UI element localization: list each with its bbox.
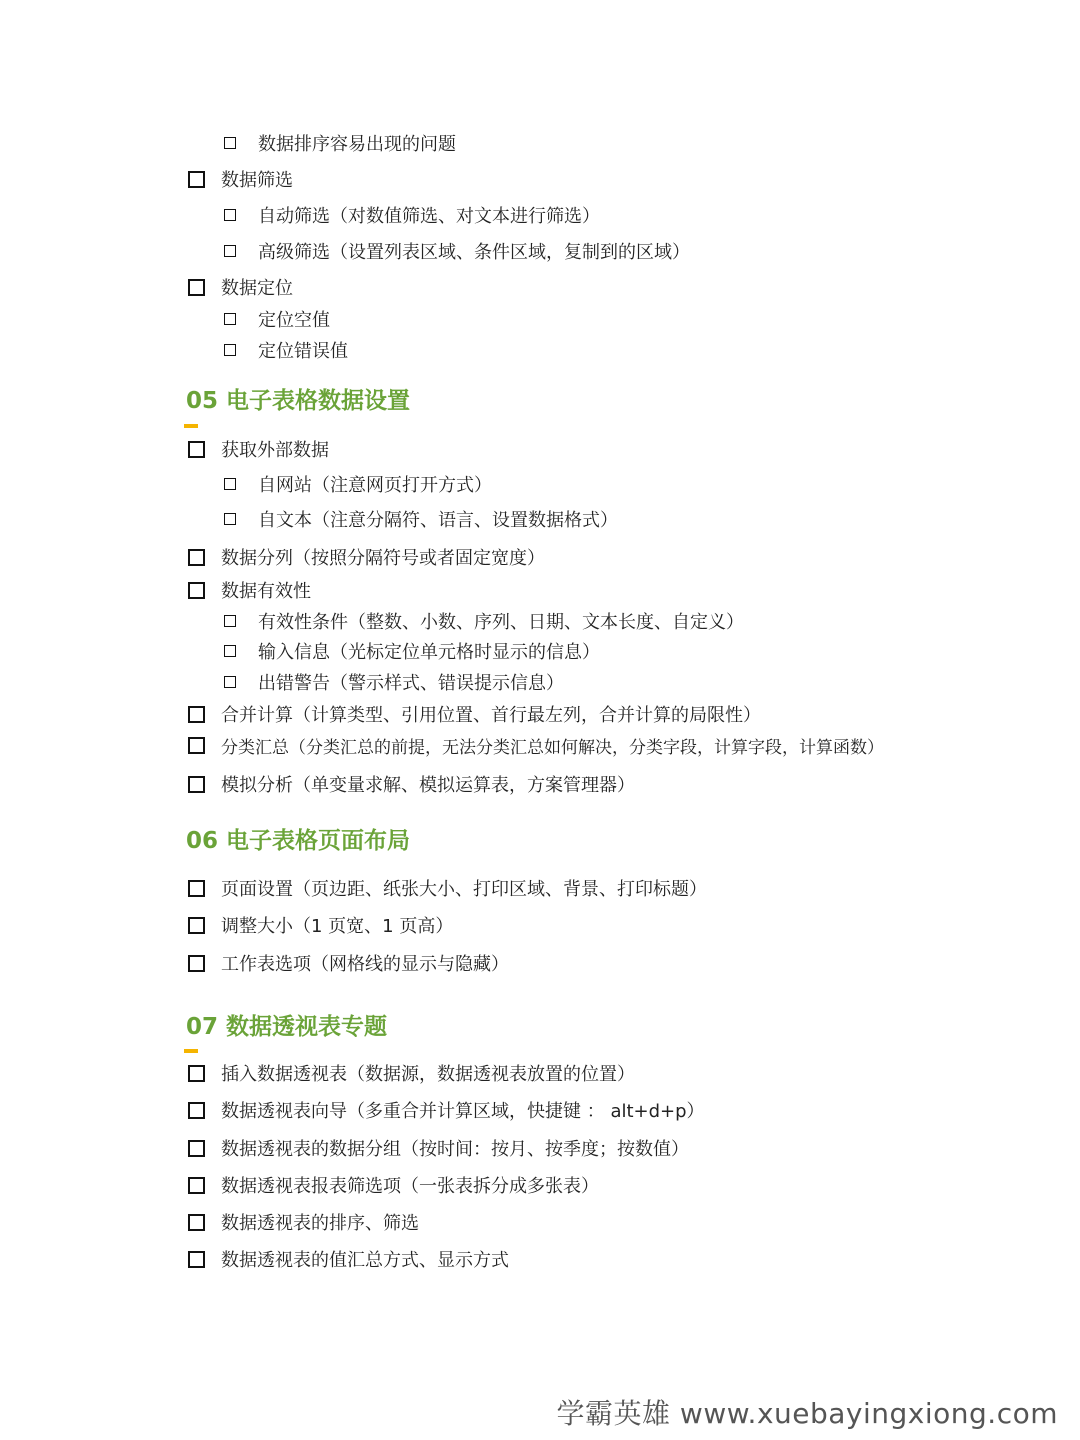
checkbox-icon[interactable]	[188, 1251, 205, 1268]
item-label: 合并计算（计算类型、引用位置、首行最左列，合并计算的局限性）	[221, 705, 761, 726]
section-heading-05: 05 电子表格数据设置	[186, 388, 411, 414]
list-item	[224, 130, 456, 156]
item-label: 有效性条件（整数、小数、序列、日期、文本长度、自定义）	[258, 612, 744, 633]
section-heading-07: 07 数据透视表专题	[186, 1014, 388, 1040]
checkbox-icon[interactable]	[188, 171, 205, 188]
item-label: 数据有效性	[221, 581, 311, 602]
checkbox-icon[interactable]	[224, 676, 236, 688]
checkbox-icon[interactable]	[188, 1214, 205, 1231]
checkbox-icon[interactable]	[224, 245, 236, 257]
checkbox-icon[interactable]	[188, 955, 205, 972]
checkbox-icon[interactable]	[224, 645, 236, 657]
checkbox-icon[interactable]	[188, 917, 205, 934]
list-item	[224, 337, 348, 363]
item-label: 自动筛选（对数值筛选、对文本进行筛选）	[258, 206, 600, 227]
list-item	[224, 202, 600, 228]
list-item	[224, 238, 690, 264]
item-label: 定位空值	[258, 310, 330, 331]
list-item	[188, 771, 635, 797]
item-label: 数据透视表的数据分组（按时间：按月、按季度；按数值）	[221, 1139, 689, 1160]
list-item	[188, 1135, 689, 1161]
list-item	[224, 306, 330, 332]
list-item	[224, 669, 564, 695]
list-item	[188, 544, 545, 570]
item-label: 数据透视表向导（多重合并计算区域，快捷键 ： alt+d+p）	[221, 1101, 705, 1122]
list-item	[188, 1172, 599, 1198]
item-label: 自文本（注意分隔符、语言、设置数据格式）	[258, 510, 618, 531]
checkbox-icon[interactable]	[188, 1140, 205, 1157]
list-item	[188, 701, 761, 727]
list-item	[188, 875, 707, 901]
list-item	[188, 1060, 635, 1086]
accent-bar	[184, 1049, 198, 1053]
item-label: 模拟分析（单变量求解、模拟运算表，方案管理器）	[221, 775, 635, 796]
checkbox-icon[interactable]	[224, 209, 236, 221]
checkbox-icon[interactable]	[188, 549, 205, 566]
item-label: 自网站（注意网页打开方式）	[258, 475, 492, 496]
checkbox-icon[interactable]	[188, 706, 205, 723]
footer-watermark: 学霸英雄 www.xuebayingxiong.com	[556, 1397, 1058, 1430]
list-item	[188, 733, 884, 758]
item-label: 插入数据透视表（数据源，数据透视表放置的位置）	[221, 1064, 635, 1085]
item-label: 数据透视表的值汇总方式、显示方式	[221, 1250, 509, 1271]
list-item	[188, 912, 453, 938]
checkbox-icon[interactable]	[188, 279, 205, 296]
list-item	[188, 436, 329, 462]
checkbox-icon[interactable]	[224, 478, 236, 490]
list-item	[188, 1246, 509, 1272]
item-label: 数据筛选	[221, 170, 293, 191]
checkbox-icon[interactable]	[188, 880, 205, 897]
checkbox-icon[interactable]	[224, 615, 236, 627]
item-label: 数据分列（按照分隔符号或者固定宽度）	[221, 548, 545, 569]
checkbox-icon[interactable]	[224, 313, 236, 325]
list-item	[224, 506, 618, 532]
item-label: 输入信息（光标定位单元格时显示的信息）	[258, 642, 600, 663]
list-item	[224, 471, 492, 497]
item-label: 数据定位	[221, 278, 293, 299]
checkbox-icon[interactable]	[188, 737, 205, 754]
item-label: 获取外部数据	[221, 440, 329, 461]
item-label: 数据透视表报表筛选项（一张表拆分成多张表）	[221, 1176, 599, 1197]
list-item	[188, 166, 293, 192]
checkbox-icon[interactable]	[224, 513, 236, 525]
accent-bar	[184, 424, 198, 428]
list-item	[188, 950, 509, 976]
checkbox-icon[interactable]	[224, 344, 236, 356]
item-label: 工作表选项（网格线的显示与隐藏）	[221, 954, 509, 975]
item-label: 高级筛选（设置列表区域、条件区域，复制到的区域）	[258, 242, 690, 263]
item-label: 数据透视表的排序、筛选	[221, 1213, 419, 1234]
item-label: 分类汇总（分类汇总的前提，无法分类汇总如何解决，分类字段，计算字段，计算函数）	[221, 738, 884, 758]
list-item	[188, 1097, 705, 1123]
list-item	[188, 1209, 419, 1235]
checkbox-icon[interactable]	[224, 137, 236, 149]
item-label: 定位错误值	[258, 341, 348, 362]
checkbox-icon[interactable]	[188, 441, 205, 458]
item-label: 页面设置（页边距、纸张大小、打印区域、背景、打印标题）	[221, 879, 707, 900]
section-heading-06: 06 电子表格页面布局	[186, 828, 411, 854]
list-item	[188, 274, 293, 300]
list-item	[224, 608, 744, 634]
checkbox-icon[interactable]	[188, 1065, 205, 1082]
checkbox-icon[interactable]	[188, 1177, 205, 1194]
checkbox-icon[interactable]	[188, 582, 205, 599]
checkbox-icon[interactable]	[188, 776, 205, 793]
checkbox-icon[interactable]	[188, 1102, 205, 1119]
list-item	[188, 577, 311, 603]
item-label: 调整大小（1 页宽、1 页高）	[221, 916, 454, 937]
item-label: 数据排序容易出现的问题	[258, 134, 456, 155]
item-label: 出错警告（警示样式、错误提示信息）	[258, 673, 564, 694]
list-item	[224, 638, 600, 664]
